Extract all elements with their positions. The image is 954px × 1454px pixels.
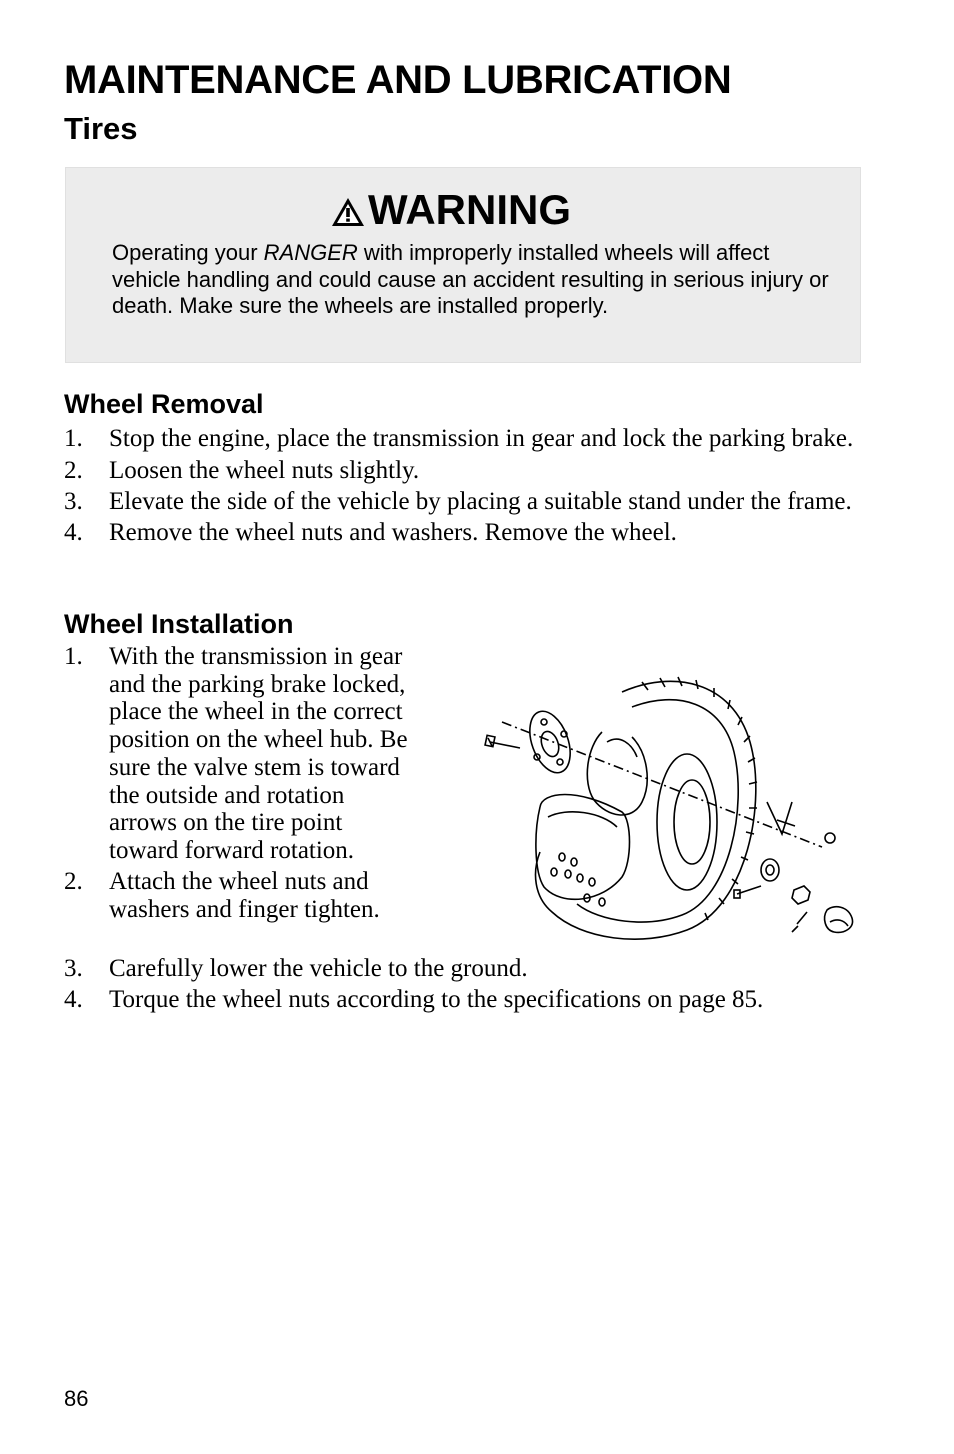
warning-heading-text: WARNING xyxy=(368,186,571,233)
step-number: 3. xyxy=(64,488,83,515)
page-number: 86 xyxy=(64,1386,89,1411)
step-text: Loosen the wheel nuts slightly. xyxy=(109,457,420,484)
warning-box xyxy=(65,167,861,363)
list-item xyxy=(64,643,416,865)
wheel-installation-heading: Wheel Installation xyxy=(64,609,294,639)
section-title: MAINTENANCE AND LUBRICATION xyxy=(64,58,732,102)
warning-triangle-icon xyxy=(330,196,366,228)
list-item xyxy=(64,986,884,1014)
step-text: Carefully lower the vehicle to the ground. xyxy=(109,955,528,982)
step-number: 4. xyxy=(64,986,83,1013)
list-item xyxy=(64,868,416,924)
wheel-installation-steps-upper xyxy=(64,643,416,924)
warning-text-emphasis: RANGER xyxy=(263,240,358,265)
step-number: 1. xyxy=(64,425,83,452)
wheel-assembly-diagram-icon xyxy=(482,672,862,952)
list-item xyxy=(64,488,864,516)
list-item xyxy=(64,519,864,547)
list-item xyxy=(64,425,864,453)
step-text: Stop the engine, place the transmission in gear and lock the parking brake. xyxy=(109,425,854,452)
step-number: 2. xyxy=(64,867,83,895)
subsection-title: Tires xyxy=(64,111,138,146)
step-text: Remove the wheel nuts and washers. Remove the wheel. xyxy=(109,519,677,546)
warning-text xyxy=(112,240,832,320)
step-number: 1. xyxy=(64,643,83,670)
warning-heading xyxy=(330,186,571,234)
warning-text-before: Operating your xyxy=(112,240,264,265)
step-number: 2. xyxy=(64,457,83,484)
wheel-removal-heading: Wheel Removal xyxy=(64,389,264,419)
list-item xyxy=(64,457,864,485)
wheel-removal-steps xyxy=(64,425,864,547)
step-number: 3. xyxy=(64,955,83,982)
warning-text-after: with improperly installed wheels will affect vehicle handling and could cause an accident resulting in serious injury or death. Make sure the wheels are installed properly. xyxy=(112,240,829,318)
step-number: 4. xyxy=(64,519,83,546)
wheel-installation-steps-lower xyxy=(64,955,884,1014)
list-item xyxy=(64,955,884,983)
step-text: Elevate the side of the vehicle by placing a suitable stand under the frame. xyxy=(109,488,852,515)
step-text: Torque the wheel nuts according to the specifications on page 85. xyxy=(109,986,764,1013)
step-text: Attach the wheel nuts and washers and finger tighten. xyxy=(109,867,380,923)
step-text: With the transmission in gear and the parking brake locked, place the wheel in the correct position on the wheel hub. Be sure the valve stem is toward the outside and rotation arrows on the tire point toward forward rotation. xyxy=(109,643,408,864)
